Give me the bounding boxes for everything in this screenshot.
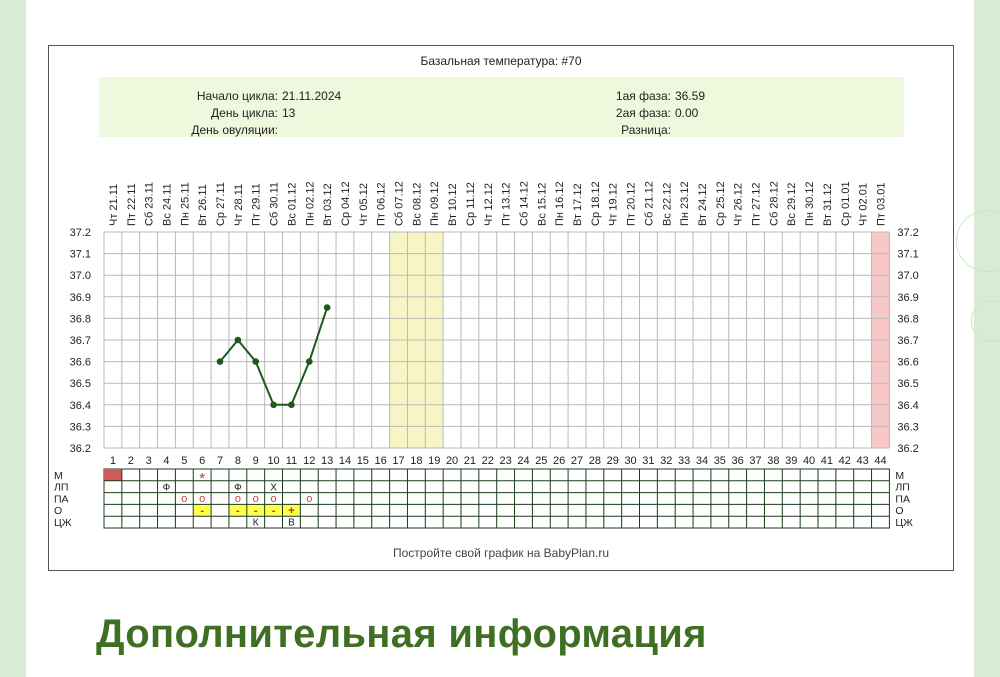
marker-row-label: ЛП <box>54 481 69 494</box>
y-tick-label: 37.2 <box>69 227 91 239</box>
day-number-label: 9 <box>252 455 259 467</box>
date-label: Сб 07.12 <box>393 181 406 226</box>
day-number-label: 24 <box>517 455 530 467</box>
marker-row-label: О <box>54 505 63 518</box>
y-tick-label: 36.8 <box>69 313 91 326</box>
day-number-label: 10 <box>267 455 280 467</box>
y-tick-label: 36.7 <box>69 335 91 347</box>
info-label: День цикла: <box>211 106 278 120</box>
y-tick-label: 36.9 <box>69 291 91 304</box>
date-label: Вс 08.12 <box>411 182 424 226</box>
day-number-label: 30 <box>624 455 637 467</box>
day-number-label: 41 <box>820 455 834 467</box>
day-number-label: 33 <box>678 455 691 467</box>
date-label: Пн 02.12 <box>304 181 317 226</box>
y-tick-label: 37.0 <box>69 270 91 283</box>
day-number-label: 4 <box>163 455 170 467</box>
day-number-label: 42 <box>838 455 851 467</box>
day-number-label: 37 <box>749 455 762 467</box>
marker-symbol: Ф <box>234 482 242 494</box>
menstruation-cell <box>104 469 122 481</box>
y-tick-label: 36.4 <box>897 399 919 412</box>
y-tick-label: 37.1 <box>69 248 91 261</box>
marker-symbol: + <box>288 504 295 517</box>
y-tick-label: 36.6 <box>897 356 919 369</box>
temperature-point <box>252 358 259 365</box>
temperature-point <box>306 358 313 365</box>
day-number-label: 19 <box>428 455 441 467</box>
marker-symbol: о <box>181 493 188 506</box>
info-label: День овуляции: <box>191 123 278 137</box>
date-label: Вс 22.12 <box>661 182 674 226</box>
day-number-label: 17 <box>392 455 405 467</box>
section-heading: Дополнительная информация <box>96 612 707 656</box>
y-tick-label: 36.4 <box>69 399 91 412</box>
day-number-label: 3 <box>145 455 152 467</box>
day-number-label: 22 <box>481 455 494 467</box>
marker-symbol: о <box>199 493 206 506</box>
date-label: Пн 25.11 <box>179 182 192 226</box>
temperature-point <box>235 337 242 344</box>
day-number-label: 20 <box>445 455 459 467</box>
date-label: Вт 24.12 <box>696 183 709 226</box>
date-label: Ср 25.12 <box>714 181 727 226</box>
marker-symbol: о <box>234 493 241 506</box>
day-number-label: 39 <box>785 455 798 467</box>
y-tick-label: 36.3 <box>69 421 91 434</box>
date-label: Пн 16.12 <box>554 181 567 226</box>
date-label: Чт 05.12 <box>357 183 370 226</box>
y-tick-label: 37.2 <box>897 227 919 239</box>
date-label: Пт 29.11 <box>250 183 263 226</box>
day-number-label: 6 <box>199 455 206 467</box>
y-tick-label: 36.5 <box>69 378 91 391</box>
date-label: Чт 19.12 <box>607 183 620 226</box>
marker-symbol: - <box>253 504 258 517</box>
decorative-circle <box>956 210 1000 272</box>
date-label: Чт 12.12 <box>482 183 495 226</box>
marker-row-label: ПА <box>54 493 69 506</box>
marker-symbol: - <box>236 504 240 517</box>
y-tick-label: 36.2 <box>69 443 91 455</box>
day-number-label: 34 <box>695 455 709 467</box>
chart-title: Базальная температура: #70 <box>420 54 582 68</box>
date-label: Вт 10.12 <box>447 183 460 226</box>
info-value: 0.00 <box>675 106 699 120</box>
marker-symbol: В <box>288 517 295 529</box>
info-label: Разница: <box>621 123 671 137</box>
info-label: 1ая фаза: <box>615 89 671 103</box>
day-number-label: 13 <box>321 455 334 467</box>
date-label: Вс 29.12 <box>786 182 799 226</box>
date-label: Пт 27.12 <box>750 182 763 226</box>
chart-footer: Постройте свой график на BabyPlan.ru <box>392 546 610 560</box>
date-label: Ср 27.11 <box>215 182 228 226</box>
marker-symbol: Ф <box>162 482 171 494</box>
date-label: Ср 01.01 <box>839 181 852 226</box>
date-label: Сб 21.12 <box>643 181 656 226</box>
day-number-label: 25 <box>535 455 548 467</box>
y-tick-label: 36.8 <box>897 313 919 326</box>
date-label: Чт 21.11 <box>107 183 120 226</box>
marker-symbol: - <box>200 504 205 517</box>
marker-symbol: о <box>306 493 313 506</box>
y-tick-label: 37.0 <box>897 270 919 283</box>
day-number-label: 43 <box>856 455 869 467</box>
info-value: 36.59 <box>675 89 706 103</box>
y-tick-label: 36.7 <box>897 335 919 347</box>
day-number-label: 23 <box>499 455 512 467</box>
date-label: Чт 02.01 <box>857 183 870 226</box>
date-label: Чт 28.11 <box>232 183 245 226</box>
date-label: Вт 17.12 <box>572 183 585 226</box>
day-number-label: 15 <box>356 455 369 467</box>
marker-row-label: ЦЖ <box>895 517 913 529</box>
date-label: Пт 22.11 <box>125 183 138 226</box>
info-value: 13 <box>282 106 296 120</box>
y-tick-label: 36.3 <box>897 421 919 434</box>
marker-row-label: ЛП <box>895 481 910 494</box>
day-number-label: 28 <box>588 455 601 467</box>
date-label: Вс 24.11 <box>161 183 174 226</box>
marker-symbol: К <box>252 517 259 529</box>
temperature-point <box>217 358 224 365</box>
marker-table <box>54 469 913 529</box>
date-label: Сб 23.11 <box>143 181 156 226</box>
y-tick-label: 36.2 <box>897 443 919 455</box>
temperature-point <box>288 402 295 409</box>
date-label: Пт 13.12 <box>500 182 513 226</box>
info-value: 21.11.2024 <box>282 89 342 103</box>
y-tick-label: 36.9 <box>897 291 919 304</box>
day-number-label: 35 <box>713 455 726 467</box>
day-number-label: 8 <box>234 455 241 467</box>
temperature-point <box>270 402 277 409</box>
date-label: Пт 03.01 <box>875 182 888 226</box>
day-number-label: 40 <box>802 455 816 467</box>
marker-symbol: о <box>270 493 277 506</box>
day-number-label: 38 <box>767 455 780 467</box>
bbt-chart <box>48 45 954 571</box>
marker-symbol: Х <box>270 482 277 494</box>
y-tick-label: 36.5 <box>897 378 919 391</box>
date-label: Вт 31.12 <box>821 183 834 226</box>
date-label: Вс 01.12 <box>286 182 299 226</box>
bbt-chart-svg <box>49 46 953 570</box>
day-number-label: 21 <box>463 455 477 467</box>
date-label: Ср 11.12 <box>464 182 477 226</box>
date-label: Вт 26.11 <box>197 184 210 226</box>
date-label: Пн 09.12 <box>429 181 442 226</box>
day-number-label: 7 <box>216 455 224 467</box>
day-number-label: 26 <box>553 455 566 467</box>
day-number-label: 5 <box>181 455 188 467</box>
info-label: Начало цикла: <box>196 89 278 103</box>
date-label: Вс 15.12 <box>536 182 549 226</box>
day-number-label: 16 <box>374 455 387 467</box>
date-label: Чт 26.12 <box>732 183 745 226</box>
day-number-label: 32 <box>660 455 673 467</box>
date-label: Пн 30.12 <box>804 181 817 226</box>
date-label: Сб 14.12 <box>518 181 531 226</box>
day-number-label: 14 <box>338 455 352 467</box>
date-label: Сб 30.11 <box>268 181 281 226</box>
day-number-label: 18 <box>410 455 423 467</box>
day-number-label: 36 <box>731 455 744 467</box>
y-tick-label: 37.1 <box>897 248 919 261</box>
date-label: Ср 18.12 <box>589 181 602 226</box>
marker-row-label: ЦЖ <box>54 517 72 529</box>
decorative-circle <box>971 300 1000 342</box>
day-number-label: 2 <box>127 455 134 467</box>
date-label: Пт 20.12 <box>625 182 638 226</box>
day-number-label: 11 <box>285 455 298 467</box>
day-number-label: 1 <box>109 455 116 467</box>
marker-row-label: ПА <box>895 493 910 506</box>
date-label: Вт 03.12 <box>322 183 335 226</box>
marker-symbol: - <box>271 504 276 517</box>
marker-row-label: М <box>54 469 63 482</box>
day-number-label: 27 <box>570 455 584 467</box>
marker-row-label: О <box>895 505 904 518</box>
day-number-label: 12 <box>303 455 316 467</box>
marker-symbol: о <box>252 493 259 506</box>
day-number-label: 31 <box>642 455 655 467</box>
temperature-point <box>324 304 331 311</box>
y-tick-label: 36.6 <box>69 356 91 369</box>
date-label: Сб 28.12 <box>768 181 781 226</box>
day-number-label: 44 <box>874 455 887 467</box>
marker-symbol: * <box>199 469 206 487</box>
date-label: Пт 06.12 <box>375 182 388 226</box>
date-label: Пн 23.12 <box>679 181 692 226</box>
day-number-label: 29 <box>606 455 619 467</box>
date-label: Ср 04.12 <box>339 181 352 226</box>
marker-row-label: М <box>895 469 905 482</box>
info-label: 2ая фаза: <box>615 106 671 120</box>
